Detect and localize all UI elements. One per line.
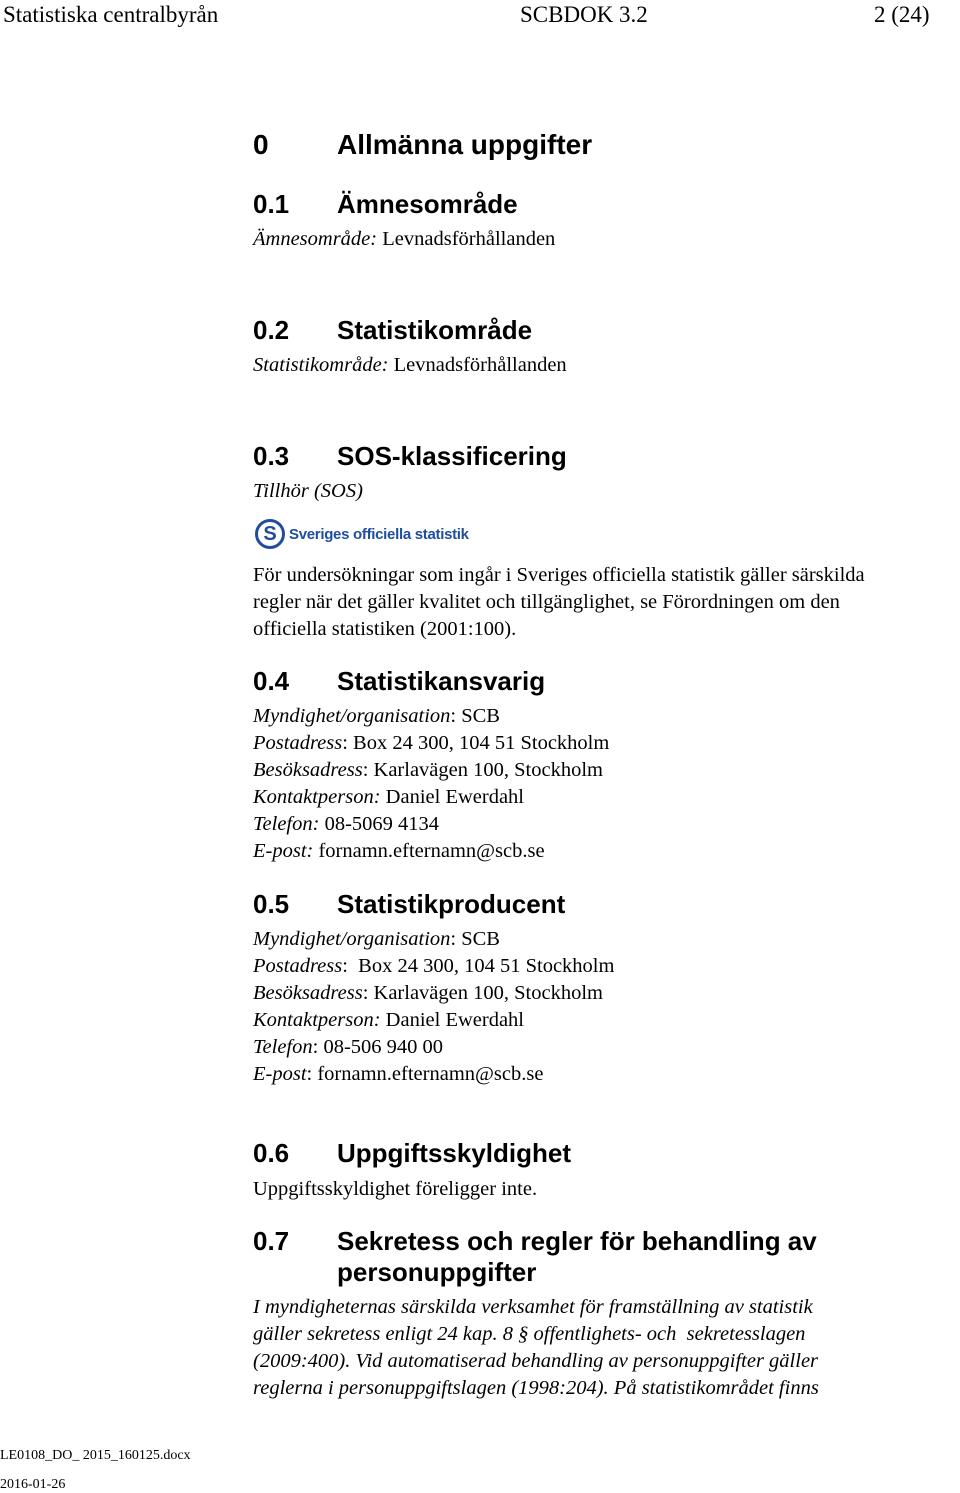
contact-value: SCB	[456, 928, 500, 950]
contact-label: Myndighet/organisation	[253, 705, 451, 727]
contact-sep: :	[312, 1036, 319, 1058]
contact-value: SCB	[456, 705, 500, 727]
section-title: SOS-klassificering	[337, 441, 567, 471]
paragraph-line: regler när det gäller kvalitet och tillgänglighet, se Förordningen om den	[253, 591, 840, 613]
amnesomrade-field	[253, 226, 555, 253]
section-title: Uppgiftsskyldighet	[337, 1138, 572, 1168]
contact-value: Box 24 300, 104 51 Stockholm	[347, 732, 610, 754]
section-title: Statistikområde	[337, 315, 533, 345]
contact-row	[253, 1061, 614, 1088]
contact-row	[253, 703, 609, 730]
contact-label: Postadress	[253, 732, 343, 754]
section-title: Statistikproducent	[337, 889, 566, 919]
header-page-number: 2 (24)	[874, 2, 930, 27]
contact-row	[253, 784, 609, 811]
contact-label: Kontaktperson:	[253, 786, 381, 808]
sos-logo-text: Sveriges officiella statistik	[289, 525, 469, 543]
contact-label: Myndighet/organisation	[253, 928, 451, 950]
contact-sep: :	[342, 955, 348, 977]
contact-row	[253, 980, 614, 1007]
section-number: 0.1	[253, 189, 290, 219]
contact-label: Telefon	[253, 1036, 313, 1058]
contact-value: fornamn.efternamn@scb.se	[313, 840, 545, 862]
contact-sep: :	[450, 928, 457, 950]
contact-row	[253, 811, 609, 838]
contact-row	[253, 953, 614, 980]
contact-row	[253, 1034, 614, 1061]
field-value: Levnadsförhållanden	[393, 354, 567, 376]
contact-row	[253, 926, 614, 953]
contact-row	[253, 757, 609, 784]
paragraph-line: För undersökningar som ingår i Sveriges officiella statistik gäller särskilda	[253, 564, 865, 586]
section-0-7-heading	[253, 1226, 817, 1288]
contact-row	[253, 838, 609, 865]
sos-logo-icon: S	[255, 519, 285, 549]
contact-value: fornamn.efternamn@scb.se	[312, 1063, 544, 1085]
field-label: Ämnesområde:	[253, 228, 378, 250]
sos-logo	[255, 517, 469, 551]
section-number: 0.7	[253, 1226, 290, 1256]
contact-label: Telefon:	[253, 813, 320, 835]
contact-label: E-post	[253, 1063, 307, 1085]
contact-value: Box 24 300, 104 51 Stockholm	[347, 955, 615, 977]
paragraph-line: officiella statistiken (2001:100).	[253, 618, 517, 640]
sos-paragraph	[253, 562, 865, 643]
field-value: Levnadsförhållanden	[382, 228, 556, 250]
sos-label: Tillhör (SOS)	[253, 480, 363, 502]
section-title: Ämnesområde	[337, 189, 518, 219]
uppgiftsskyldighet-text: Uppgiftsskyldighet föreligger inte.	[253, 1178, 538, 1200]
contact-row	[253, 730, 609, 757]
field-label: Statistikområde:	[253, 354, 389, 376]
footer-filename: LE0108_DO_ 2015_160125.docx	[0, 1448, 191, 1463]
contact-sep: :	[342, 732, 348, 754]
contact-value: Karlavägen 100, Stockholm	[368, 982, 603, 1004]
section-number: 0.5	[253, 889, 290, 919]
header-org: Statistiska centralbyrån	[3, 2, 219, 27]
section-title: Statistikansvarig	[337, 666, 546, 696]
statistikproducent-contact	[253, 926, 614, 1088]
contact-label: Kontaktperson:	[253, 1009, 381, 1031]
contact-label: Postadress	[253, 955, 343, 977]
paragraph-line: gäller sekretess enligt 24 kap. 8 § offentlighets- och sekretesslagen	[253, 1323, 806, 1345]
section-number: 0.4	[253, 666, 290, 696]
paragraph-line: (2009:400). Vid automatiserad behandling av personuppgifter gäller	[253, 1350, 819, 1372]
sekretess-paragraph	[253, 1294, 819, 1402]
contact-value: 08-506 940 00	[318, 1036, 444, 1058]
contact-value: Daniel Ewerdahl	[380, 786, 524, 808]
section-number: 0.3	[253, 441, 290, 471]
contact-label: Besöksadress	[253, 982, 363, 1004]
contact-sep: :	[306, 1063, 313, 1085]
footer-date: 2016-01-26	[0, 1477, 66, 1492]
contact-row	[253, 1007, 614, 1034]
paragraph-line: I myndigheternas särskilda verksamhet för framställning av statistik	[253, 1296, 813, 1318]
paragraph-line: reglerna i personuppgiftslagen (1998:204). På statistikområdet finns	[253, 1377, 819, 1399]
contact-sep: :	[362, 982, 369, 1004]
section-title-line: Sekretess och regler för behandling av	[337, 1226, 817, 1256]
contact-sep: :	[362, 759, 369, 781]
contact-label: Besöksadress	[253, 759, 363, 781]
section-number: 0	[253, 129, 269, 160]
section-title	[337, 1226, 817, 1288]
contact-label: E-post:	[253, 840, 314, 862]
section-number: 0.2	[253, 315, 290, 345]
section-title: Allmänna uppgifter	[337, 129, 593, 160]
contact-value: 08-5069 4134	[319, 813, 440, 835]
statistikomrade-field	[253, 352, 567, 379]
contact-sep: :	[450, 705, 457, 727]
section-title-line: personuppgifter	[337, 1257, 537, 1287]
section-number: 0.6	[253, 1138, 290, 1168]
statistikansvarig-contact	[253, 703, 609, 865]
header-doc-id: SCBDOK 3.2	[520, 2, 648, 27]
contact-value: Daniel Ewerdahl	[380, 1009, 524, 1031]
contact-value: Karlavägen 100, Stockholm	[368, 759, 603, 781]
